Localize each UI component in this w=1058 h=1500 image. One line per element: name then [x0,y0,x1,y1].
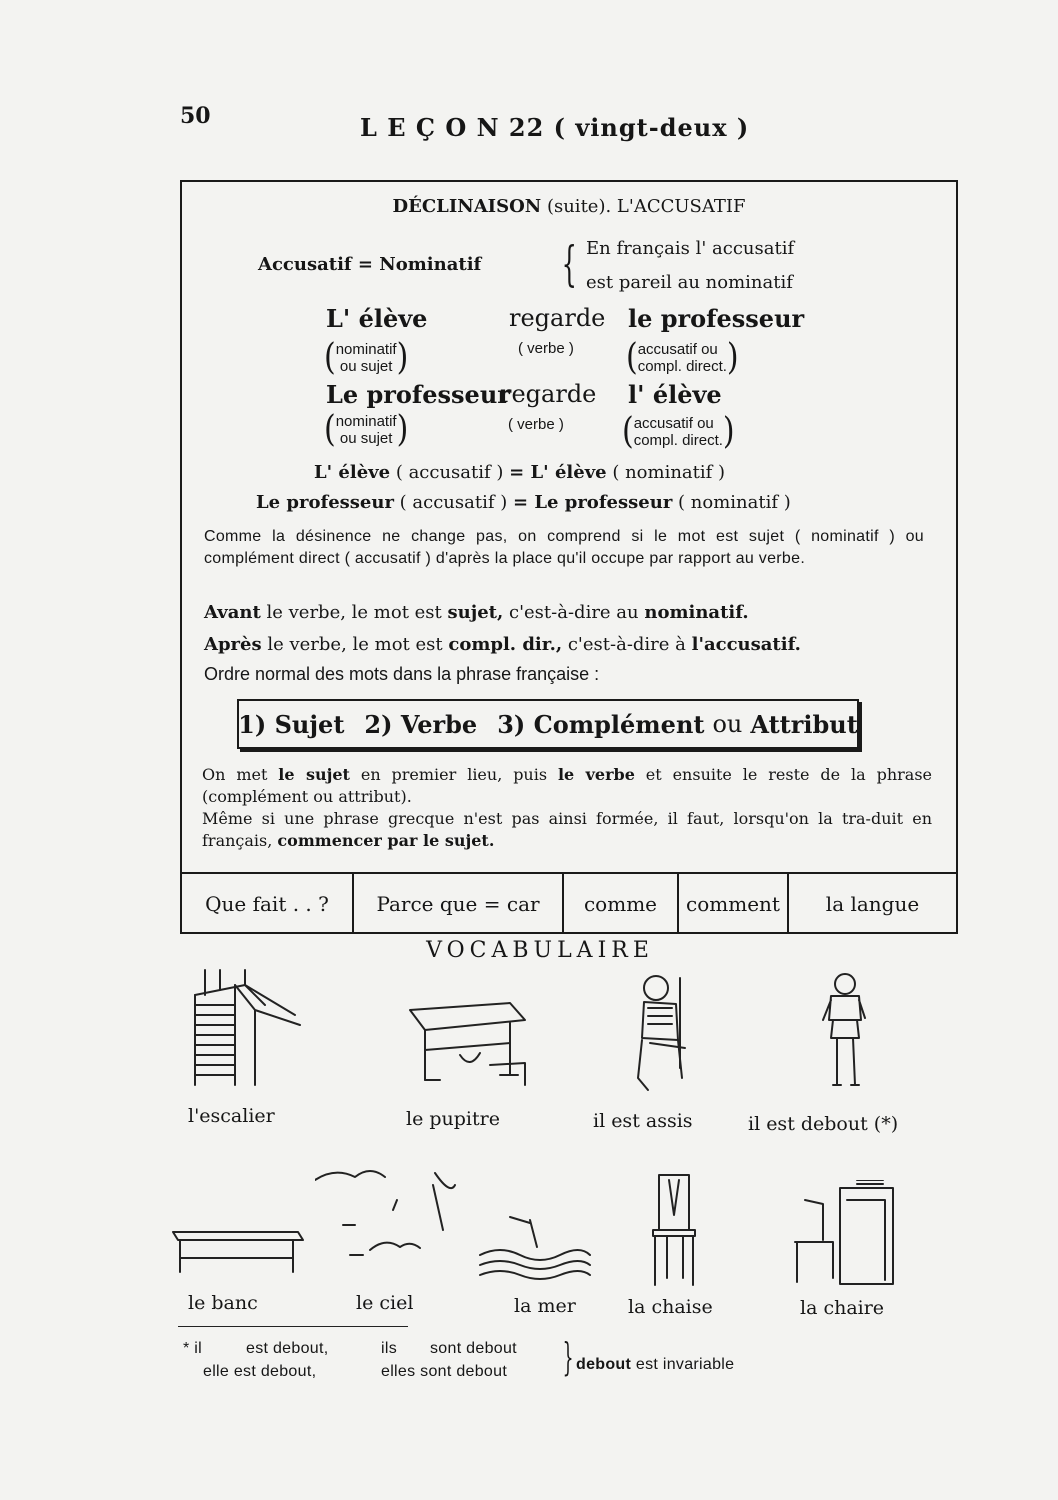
expression-cell: la langue [787,874,956,934]
vocab-label: l'escalier [188,1105,275,1127]
footnote-note [576,1356,734,1374]
eq2-right-word: = Le professeur [513,492,673,513]
ex1-object-tag-2: compl. direct. [637,358,727,375]
vocab-label: le ciel [356,1292,414,1314]
eq1-right-word: = L' élève [509,462,607,483]
rule-sujet: le sujet [278,765,350,784]
word-order-box [237,699,859,749]
vocabulary-title: VOCABULAIRE [426,938,654,963]
pulpit-illustration [785,1180,900,1290]
note-line-1: En français l' accusatif [586,238,795,259]
footnote-line1-c: sont debout [430,1340,517,1357]
ex1-subject-tag: (nominatif ou sujet ) [324,336,409,379]
equation-accusatif-nominatif: Accusatif = Nominatif [258,254,482,275]
eq2-left-case: ( accusatif ) [399,492,508,513]
section-heading [182,196,956,217]
ex1-verb-tag: ( verbe ) [518,340,574,357]
brace-left: { [561,236,577,292]
rule-avant [204,602,749,623]
vocab-label: la chaire [800,1297,885,1319]
footnote-line2-b: elles sont debout [381,1363,508,1380]
vocab-label: il est assis [593,1110,693,1132]
grammar-frame [180,180,958,934]
rule-text-3: et ensuite le reste de la phrase (complément ou attribut). [202,765,932,806]
lesson-title: L E Ç O N 22 ( vingt-deux ) [360,113,750,142]
ex2-subject-tag-2: ou sujet [339,430,393,447]
ex2-object: l' élève [628,380,722,409]
rule-commencer: commencer par le sujet. [277,831,495,850]
ex2-object-tag-1: accusatif ou [633,415,714,432]
expression-cell: comme [562,874,677,934]
chair-illustration [645,1170,705,1290]
ex2-object-tag-2: compl. direct. [633,432,723,449]
staircase-illustration [185,965,305,1095]
order-ou: ou [712,710,743,738]
apres-text-2: c'est-à-dire à [562,634,692,655]
avant-nominatif: nominatif. [644,602,749,623]
standing-boy-illustration [815,970,875,1100]
order-sujet: 1) Sujet [238,709,345,739]
footnote-line1-a: est debout, [246,1340,329,1357]
expression-cell: Que fait . . ? [205,892,329,916]
rule-text-2: en premier lieu, puis [349,765,558,784]
eq2-left-word: Le professeur [256,492,394,513]
page-number: 50 [180,103,211,129]
ex1-object-tag-1: accusatif ou [637,341,718,358]
vocab-label: le pupitre [406,1108,500,1130]
apres-text-1: le verbe, le mot est [261,634,449,655]
rule-text-1: On met [202,765,279,784]
bench-illustration [168,1220,308,1275]
apres-accusatif: l'accusatif. [691,634,801,655]
expression-cell: comment [677,874,787,934]
vocab-label: le banc [188,1292,258,1314]
avant-text-1: le verbe, le mot est [260,602,448,623]
rule-text-4: Même si une phrase grecque n'est pas ainsi formée, il faut, lorsqu'on la tra-duit en français, [202,809,932,850]
seated-boy-illustration [630,968,700,1098]
heading-accusatif: (suite). L'ACCUSATIF [546,196,746,217]
eq2-right-case: ( nominatif ) [678,492,791,513]
avant-sujet: sujet, [447,602,504,623]
note-line-2: est pareil au nominatif [586,272,793,293]
ex1-subject-tag-2: ou sujet [339,358,393,375]
apres-compl: compl. dir., [448,634,563,655]
ex1-subject-tag-1: nominatif [335,341,397,358]
avant-word: Avant [204,602,261,623]
order-complement: 3) Complément [497,709,705,739]
vocab-label: la chaise [628,1296,713,1318]
ex1-subject: L' élève [326,304,428,333]
footnote-divider [178,1326,408,1327]
sky-illustration [315,1155,465,1285]
order-intro: Ordre normal des mots dans la phrase française : [204,664,600,684]
equality-2 [256,492,791,513]
ex1-object-tag: (accusatif ou compl. direct.) [626,336,739,379]
ex2-verb-tag: ( verbe ) [508,416,564,433]
eq1-left-case: ( accusatif ) [395,462,504,483]
ex2-subject: Le professeur [326,380,510,409]
explanation-paragraph: Comme la désinence ne change pas, on comprend si le mot est sujet ( nominatif ) ou complément direct ( accusatif ) d'après la place qu'il occupe par rapport au verbe. [204,528,924,567]
eq1-right-case: ( nominatif ) [612,462,726,483]
footnote-line1-b: ils [381,1340,398,1357]
heading-declinaison: DÉCLINAISON [392,196,542,217]
rule-paragraph [202,764,932,852]
rule-apres [204,634,801,655]
footnote-line2-a: elle est debout, [203,1363,317,1380]
sea-illustration [475,1205,595,1285]
order-attribut: Attribut [750,709,858,739]
eq1-left-word: L' élève [314,462,391,483]
order-verbe: 2) Verbe [364,709,478,739]
ex2-object-tag: (accusatif ou compl. direct.) [622,410,735,453]
footnote-debout: debout [576,1356,632,1373]
ex2-verb: regarde [500,380,597,408]
ex2-subject-tag-1: nominatif [335,413,397,430]
footnote-brace: } [562,1335,574,1379]
rule-verbe: le verbe [557,765,635,784]
expressions-table [182,872,956,934]
avant-text-2: c'est-à-dire au [503,602,645,623]
footnote-marker: * il [183,1340,202,1357]
ex1-object: le professeur [628,304,805,333]
footnote-invariable: est invariable [631,1356,735,1373]
vocab-label: la mer [514,1295,576,1317]
equality-1 [314,462,725,483]
expression-cell: Parce que = car [352,874,562,934]
ex1-verb: regarde [509,304,606,332]
apres-word: Après [204,634,262,655]
vocab-label: il est debout (*) [748,1113,899,1135]
desk-illustration [400,995,530,1095]
ex2-subject-tag: (nominatif ou sujet ) [324,408,409,451]
